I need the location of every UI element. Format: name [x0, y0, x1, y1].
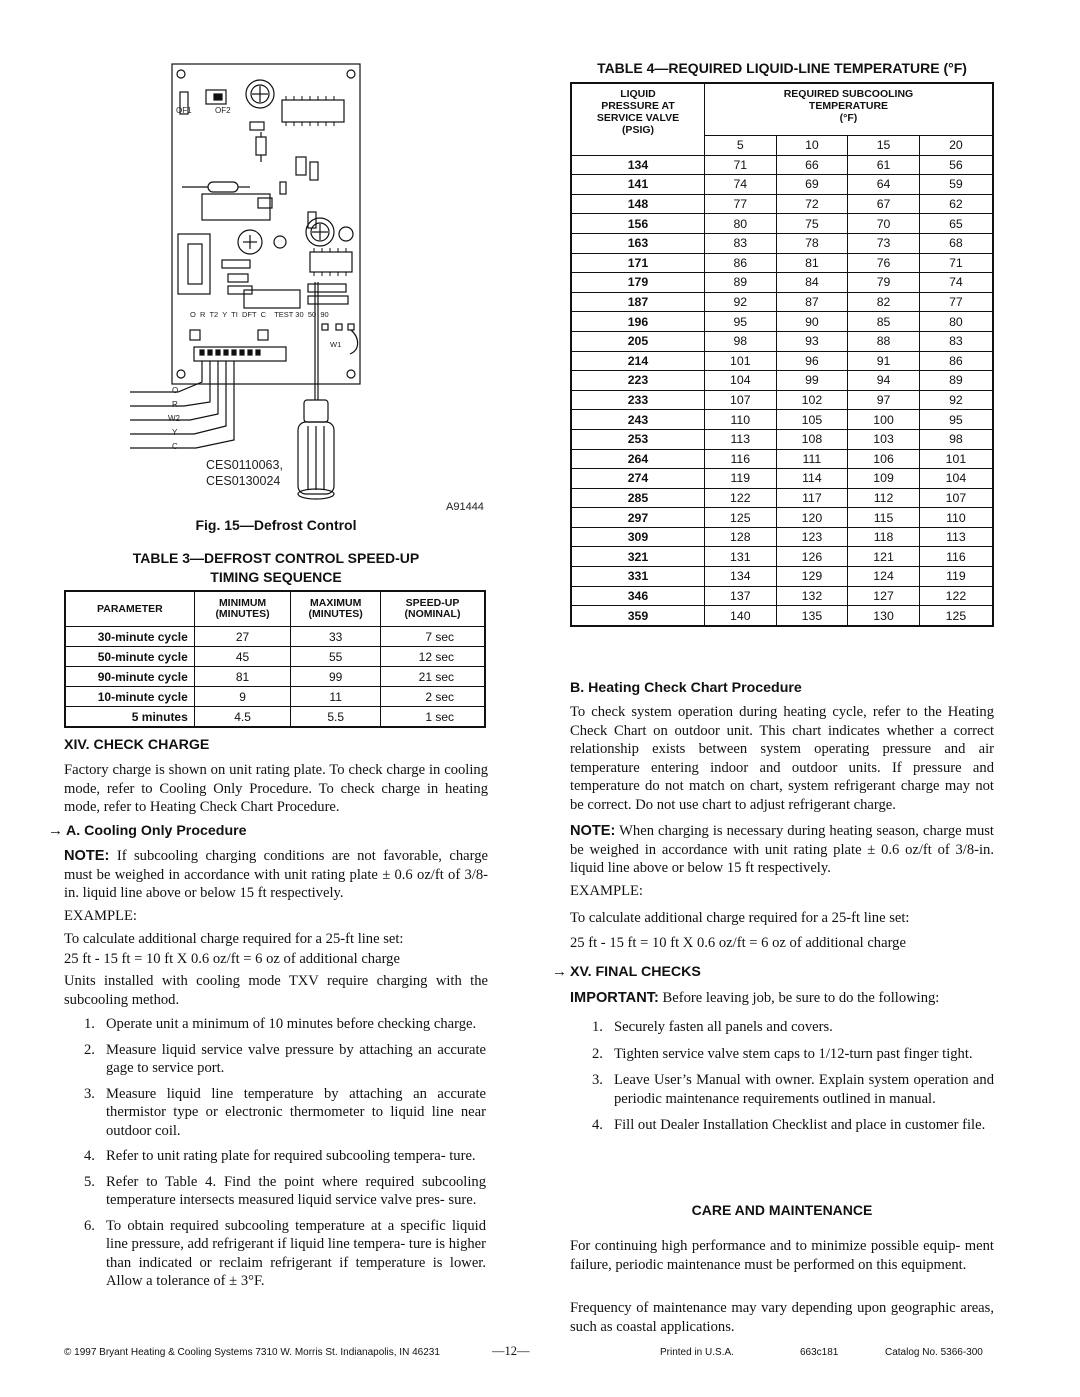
temperature-cell: 100 — [848, 410, 920, 430]
temperature-cell: 79 — [848, 273, 920, 293]
table-row: 5 minutes 4.5 5.5 1 sec — [65, 707, 485, 728]
temperature-cell: 122 — [704, 488, 776, 508]
temperature-cell: 64 — [848, 175, 920, 195]
temperature-cell: 113 — [919, 527, 993, 547]
pressure-cell: 346 — [571, 586, 704, 606]
table-row — [571, 449, 993, 469]
table-row — [571, 390, 993, 410]
heating-example-text: To calculate additional charge required for a 25-ft line set: — [570, 910, 910, 926]
table4-subcool-row: 5 10 15 20 — [571, 136, 993, 156]
table-row — [571, 351, 993, 371]
temperature-cell: 103 — [848, 429, 920, 449]
temperature-cell: 137 — [704, 586, 776, 606]
table4-header-subcooling: REQUIRED SUBCOOLING TEMPERATURE (°F) — [704, 83, 993, 136]
temperature-cell: 61 — [848, 155, 920, 175]
section-check-charge-title: XIV. CHECK CHARGE — [64, 737, 210, 753]
temperature-cell: 135 — [776, 606, 848, 626]
temperature-cell: 101 — [919, 449, 993, 469]
temperature-cell: 77 — [704, 194, 776, 214]
pressure-cell: 141 — [571, 175, 704, 195]
temperature-cell: 93 — [776, 331, 848, 351]
table-row — [571, 547, 993, 567]
temperature-cell: 116 — [919, 547, 993, 567]
page-number: —12— — [492, 1344, 530, 1358]
table-row — [571, 273, 993, 293]
temperature-cell: 128 — [704, 527, 776, 547]
table3-header-maximum: MAXIMUM (MINUTES) — [291, 591, 381, 627]
wire-label-o: O — [172, 386, 179, 395]
temperature-cell: 125 — [704, 508, 776, 528]
temperature-cell: 118 — [848, 527, 920, 547]
pressure-cell: 297 — [571, 508, 704, 528]
temperature-cell: 120 — [776, 508, 848, 528]
pressure-cell: 179 — [571, 273, 704, 293]
temperature-cell: 121 — [848, 547, 920, 567]
cooling-example-text: To calculate additional charge required for a 25-ft line set: — [64, 931, 404, 947]
temperature-cell: 117 — [776, 488, 848, 508]
temperature-cell: 140 — [704, 606, 776, 626]
cooling-example-calc: 25 ft - 15 ft = 10 ft X 0.6 oz/ft = 6 oz of additional charge — [64, 951, 400, 967]
table3-defrost-timing — [64, 590, 486, 728]
temperature-cell: 105 — [776, 410, 848, 430]
table-row — [571, 606, 993, 626]
temperature-cell: 109 — [848, 469, 920, 489]
temperature-cell: 134 — [704, 567, 776, 587]
temperature-cell: 114 — [776, 469, 848, 489]
heating-example-label: EXAMPLE: — [570, 883, 643, 899]
temperature-cell: 132 — [776, 586, 848, 606]
table-row — [571, 469, 993, 489]
pressure-cell: 205 — [571, 331, 704, 351]
final-checks-title: XV. FINAL CHECKS — [570, 964, 701, 980]
table4-header-pressure: LIQUID PRESSURE AT SERVICE VALVE (PSIG) — [571, 83, 704, 155]
table4-header-row — [571, 83, 993, 136]
temperature-cell: 71 — [704, 155, 776, 175]
temperature-cell: 86 — [919, 351, 993, 371]
cooling-steps-list — [84, 1015, 486, 1298]
heating-note: NOTE: When charging is necessary during heating season, charge must be weighed in accordance with unit rating plate ± 0.6 oz/ft of 3/8-in. liquid line above or below 15 ft respectively. — [570, 823, 994, 876]
temperature-cell: 130 — [848, 606, 920, 626]
temperature-cell: 91 — [848, 351, 920, 371]
cooling-note: NOTE: If subcooling charging conditions are not favorable, charge must be weighed in accordance with unit rating plate ± 0.6 oz/ft of 3/8-in. liquid line above or below 15 ft respectively. — [64, 848, 488, 901]
w1-label: W1 — [330, 340, 342, 349]
temperature-cell: 115 — [848, 508, 920, 528]
temperature-cell: 99 — [776, 371, 848, 391]
temperature-cell: 74 — [919, 273, 993, 293]
temperature-cell: 92 — [919, 390, 993, 410]
temperature-cell: 112 — [848, 488, 920, 508]
temperature-cell: 89 — [704, 273, 776, 293]
pressure-cell: 243 — [571, 410, 704, 430]
temperature-cell: 66 — [776, 155, 848, 175]
table-row: 30-minute cycle 27 33 7 sec — [65, 627, 485, 647]
pressure-cell: 187 — [571, 292, 704, 312]
temperature-cell: 80 — [704, 214, 776, 234]
model-number-2: CES0130024 — [206, 474, 281, 488]
temperature-cell: 84 — [776, 273, 848, 293]
temperature-cell: 110 — [704, 410, 776, 430]
list-item: 3. Measure liquid line temperature by attaching an accurate thermistor type or electronic thermometer to liquid line near outdoor coil. — [84, 1085, 486, 1139]
temperature-cell: 70 — [848, 214, 920, 234]
table3-title-line1: TABLE 3—DEFROST CONTROL SPEED-UP — [132, 550, 420, 566]
table4-title: TABLE 4—REQUIRED LIQUID-LINE TEMPERATURE (°F) — [597, 60, 967, 76]
temperature-cell: 111 — [776, 449, 848, 469]
list-item: 2. Measure liquid service valve pressure by attaching an accurate gage to service port. — [84, 1041, 486, 1076]
temperature-cell: 96 — [776, 351, 848, 371]
list-item: 4. Fill out Dealer Installation Checklist and place in customer file. — [592, 1117, 986, 1133]
temperature-cell: 107 — [704, 390, 776, 410]
temperature-cell: 72 — [776, 194, 848, 214]
pressure-cell: 196 — [571, 312, 704, 332]
wire-label-r: R — [172, 400, 178, 409]
temperature-cell: 98 — [704, 331, 776, 351]
temperature-cell: 82 — [848, 292, 920, 312]
temperature-cell: 59 — [919, 175, 993, 195]
pressure-cell: 156 — [571, 214, 704, 234]
temperature-cell: 122 — [919, 586, 993, 606]
table-row — [571, 586, 993, 606]
change-arrow-icon: → — [48, 822, 63, 839]
table-row — [571, 508, 993, 528]
table3-header-minimum: MINIMUM (MINUTES) — [194, 591, 291, 627]
table-row — [571, 331, 993, 351]
change-arrow-icon: → — [552, 963, 567, 980]
defrost-board-drawing — [110, 62, 490, 522]
temperature-cell: 73 — [848, 233, 920, 253]
temperature-cell: 74 — [704, 175, 776, 195]
final-checks-list — [592, 1018, 994, 1143]
care-maintenance-title: CARE AND MAINTENANCE — [691, 1202, 873, 1218]
table-row — [571, 175, 993, 195]
pressure-cell: 233 — [571, 390, 704, 410]
table3-header-parameter: PARAMETER — [65, 591, 194, 627]
table-row: 10-minute cycle 9 11 2 sec — [65, 687, 485, 707]
care-paragraph-1: For continuing high performance and to minimize possible equip- ment failure, periodic maintenance must be performed on this equipment. — [570, 1238, 994, 1273]
cooling-procedure-title: A. Cooling Only Procedure — [66, 823, 247, 839]
temperature-cell: 123 — [776, 527, 848, 547]
temperature-cell: 88 — [848, 331, 920, 351]
pressure-cell: 321 — [571, 547, 704, 567]
care-paragraph-2: Frequency of maintenance may vary depending upon geographic areas, such as coastal applications. — [570, 1300, 994, 1335]
footer-printed: Printed in U.S.A. — [660, 1347, 734, 1358]
list-item: 3. Leave User’s Manual with owner. Explain system operation and periodic maintenance requirements outlined in manual. — [592, 1072, 994, 1107]
terminal-labels: O R T2 Y TI DFT C TEST 30 50 90 — [190, 310, 329, 319]
temperature-cell: 86 — [704, 253, 776, 273]
table3-header-speedup: SPEED-UP (NOMINAL) — [380, 591, 485, 627]
table-row — [571, 233, 993, 253]
heating-example-calc: 25 ft - 15 ft = 10 ft X 0.6 oz/ft = 6 oz of additional charge — [570, 935, 906, 951]
table-row — [571, 312, 993, 332]
pressure-cell: 163 — [571, 233, 704, 253]
temperature-cell: 113 — [704, 429, 776, 449]
heating-procedure-title: B. Heating Check Chart Procedure — [570, 680, 802, 696]
heating-procedure-text: To check system operation during heating cycle, refer to the Heating Check Chart on outdoor unit. This chart indicates whether a correct relationship exists between system operating pressure and air temperature entering indoor and outdoor units. If pressure and temperature do not match on chart, system refrigerant charge may not be correct. Do not use chart to adjust refrigerant charge. — [570, 704, 994, 813]
pressure-cell: 309 — [571, 527, 704, 547]
table-row — [571, 292, 993, 312]
txv-note: Units installed with cooling mode TXV require charging with the subcooling method. — [64, 973, 488, 1008]
temperature-cell: 56 — [919, 155, 993, 175]
temperature-cell: 119 — [704, 469, 776, 489]
table3-header-row — [65, 591, 485, 627]
temperature-cell: 92 — [704, 292, 776, 312]
temperature-cell: 95 — [919, 410, 993, 430]
figure-code: A91444 — [446, 501, 484, 513]
table-row: 50-minute cycle 45 55 12 sec — [65, 647, 485, 667]
pressure-cell: 253 — [571, 429, 704, 449]
temperature-cell: 65 — [919, 214, 993, 234]
temperature-cell: 129 — [776, 567, 848, 587]
table-row — [571, 371, 993, 391]
temperature-cell: 81 — [776, 253, 848, 273]
board-label-of2: OF2 — [215, 106, 231, 115]
temperature-cell: 75 — [776, 214, 848, 234]
temperature-cell: 68 — [919, 233, 993, 253]
temperature-cell: 126 — [776, 547, 848, 567]
temperature-cell: 102 — [776, 390, 848, 410]
pressure-cell: 134 — [571, 155, 704, 175]
defrost-control-figure — [110, 62, 490, 522]
temperature-cell: 89 — [919, 371, 993, 391]
pressure-cell: 264 — [571, 449, 704, 469]
check-charge-intro: Factory charge is shown on unit rating plate. To check charge in cooling mode, refer to Cooling Only Procedure. To check charge in heating mode, refer to Heating Check Chart Procedure. — [64, 762, 488, 815]
pressure-cell: 214 — [571, 351, 704, 371]
table3-title-line2: TIMING SEQUENCE — [210, 569, 342, 585]
model-number-1: CES0110063, — [206, 458, 283, 472]
cooling-example-label: EXAMPLE: — [64, 908, 137, 924]
pressure-cell: 148 — [571, 194, 704, 214]
temperature-cell: 107 — [919, 488, 993, 508]
temperature-cell: 104 — [704, 371, 776, 391]
temperature-cell: 69 — [776, 175, 848, 195]
temperature-cell: 106 — [848, 449, 920, 469]
board-label-of1: OF1 — [176, 106, 192, 115]
temperature-cell: 94 — [848, 371, 920, 391]
pressure-cell: 171 — [571, 253, 704, 273]
list-item: 1. Securely fasten all panels and covers. — [592, 1019, 833, 1035]
table4-body — [571, 155, 993, 626]
temperature-cell: 71 — [919, 253, 993, 273]
table-row — [571, 567, 993, 587]
temperature-cell: 95 — [704, 312, 776, 332]
temperature-cell: 80 — [919, 312, 993, 332]
table-row — [571, 488, 993, 508]
table4-liquid-line-temperature — [570, 82, 994, 627]
temperature-cell: 98 — [919, 429, 993, 449]
table-row — [571, 410, 993, 430]
important-note: IMPORTANT: Before leaving job, be sure to do the following: — [570, 990, 940, 1006]
pressure-cell: 331 — [571, 567, 704, 587]
table-row — [571, 253, 993, 273]
list-item: 6. To obtain required subcooling temperature at a specific liquid line pressure, add refrigerant if liquid line tempera- ture is higher than indicated or reclaim refrigerant if temperature is lower. Allow a tolerance of ± 3°F. — [84, 1217, 486, 1289]
temperature-cell: 101 — [704, 351, 776, 371]
temperature-cell: 125 — [919, 606, 993, 626]
table-row — [571, 155, 993, 175]
wire-label-y: Y — [172, 428, 178, 437]
temperature-cell: 87 — [776, 292, 848, 312]
table-row — [571, 194, 993, 214]
list-item: 1. Operate unit a minimum of 10 minutes before checking charge. — [84, 1016, 477, 1032]
table-row: 90-minute cycle 81 99 21 sec — [65, 667, 485, 687]
temperature-cell: 127 — [848, 586, 920, 606]
temperature-cell: 108 — [776, 429, 848, 449]
temperature-cell: 67 — [848, 194, 920, 214]
temperature-cell: 83 — [919, 331, 993, 351]
pressure-cell: 223 — [571, 371, 704, 391]
list-item: 4. Refer to unit rating plate for required subcooling tempera- ture. — [84, 1148, 476, 1164]
list-item: 2. Tighten service valve stem caps to 1/12-turn past finger tight. — [592, 1045, 973, 1062]
temperature-cell: 90 — [776, 312, 848, 332]
table-row — [571, 429, 993, 449]
temperature-cell: 131 — [704, 547, 776, 567]
temperature-cell: 78 — [776, 233, 848, 253]
footer-catalog: Catalog No. 5366-300 — [885, 1347, 983, 1358]
temperature-cell: 62 — [919, 194, 993, 214]
temperature-cell: 76 — [848, 253, 920, 273]
temperature-cell: 116 — [704, 449, 776, 469]
temperature-cell: 83 — [704, 233, 776, 253]
figure-caption: Fig. 15—Defrost Control — [195, 517, 357, 533]
table-row — [571, 214, 993, 234]
temperature-cell: 85 — [848, 312, 920, 332]
temperature-cell: 104 — [919, 469, 993, 489]
list-item: 5. Refer to Table 4. Find the point where required subcooling temperature intersects measured liquid service valve pres- sure. — [84, 1173, 486, 1208]
footer-copyright: © 1997 Bryant Heating & Cooling Systems 7310 W. Morris St. Indianapolis, IN 46231 — [64, 1347, 440, 1358]
wire-label-c: C — [172, 442, 178, 451]
temperature-cell: 119 — [919, 567, 993, 587]
pressure-cell: 359 — [571, 606, 704, 626]
temperature-cell: 97 — [848, 390, 920, 410]
wire-label-w2: W2 — [168, 414, 180, 423]
pressure-cell: 285 — [571, 488, 704, 508]
table-row — [571, 527, 993, 547]
footer-code: 663c181 — [800, 1347, 839, 1358]
temperature-cell: 110 — [919, 508, 993, 528]
temperature-cell: 124 — [848, 567, 920, 587]
pressure-cell: 274 — [571, 469, 704, 489]
temperature-cell: 77 — [919, 292, 993, 312]
